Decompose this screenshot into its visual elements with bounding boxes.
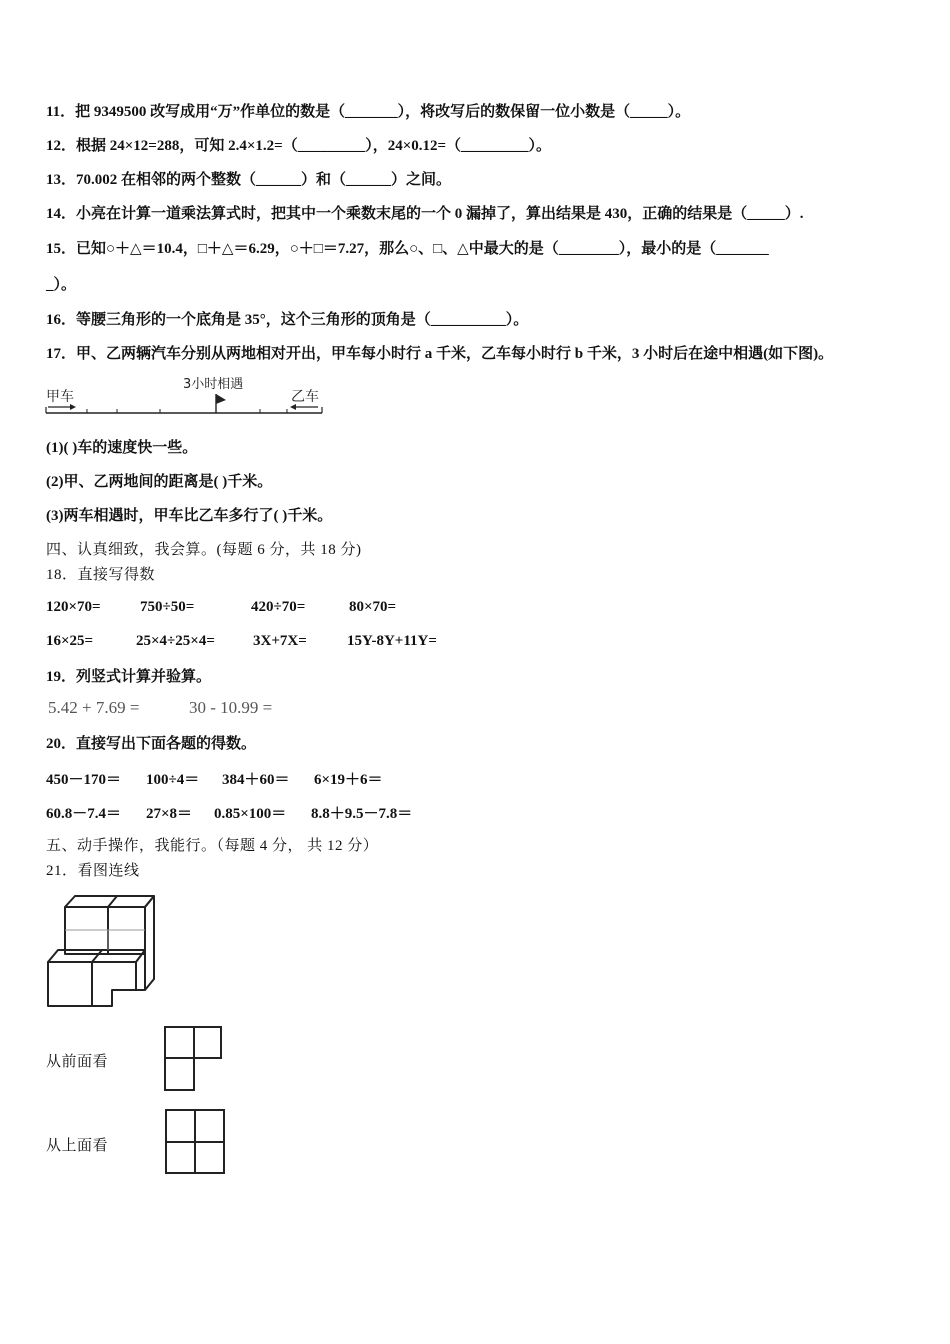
front-view-figure	[163, 1025, 225, 1093]
front-view-label: 从前面看	[46, 1054, 109, 1070]
question-20: 20．直接写出下面各题的得数。	[46, 736, 257, 752]
question-18: 18．直接写得数	[46, 567, 156, 583]
diagram-label-jia: 甲车	[46, 389, 74, 405]
q18-item: 3X+7X=	[253, 633, 307, 649]
q19-item: 30 - 10.99 =	[189, 698, 273, 717]
question-12: 12．根据 24×12=288，可知 2.4×1.2=（_________），24×0.12=（_________）。	[46, 138, 552, 154]
q20-item: 27×8＝	[146, 806, 193, 822]
q20-item: 8.8＋9.5－7.8＝	[311, 806, 413, 822]
question-13: 13．70.002 在相邻的两个整数（______）和（______）之间。	[46, 172, 452, 188]
question-21: 21．看图连线	[46, 863, 140, 879]
top-view-figure	[164, 1108, 228, 1176]
q18-item: 120×70=	[46, 599, 101, 615]
section-4-title: 四、认真细致，我会算。(每题 6 分，共 18 分)	[46, 542, 362, 558]
question-17-part-3: (3)两车相遇时，甲车比乙车多行了( )千米。	[46, 508, 333, 524]
q20-item: 100÷4＝	[146, 772, 200, 788]
q18-item: 80×70=	[349, 599, 397, 615]
meeting-diagram	[44, 370, 334, 420]
question-11: 11．把 9349500 改写成用“万”作单位的数是（_______），将改写后的数保留一位小数是（_____）。	[46, 104, 691, 120]
question-15: 15．已知○＋△＝10.4，□＋△＝6.29，○＋□＝7.27，那么○、□、△中最大的是（________），最小的是（_______	[46, 241, 769, 257]
diagram-label-meet: 3小时相遇	[183, 377, 244, 392]
q18-item: 16×25=	[46, 633, 94, 649]
top-view-label: 从上面看	[46, 1138, 109, 1154]
q20-item: 450－170＝	[46, 772, 122, 788]
section-5-title: 五、动手操作，我能行。（每题 4 分， 共 12 分）	[46, 838, 379, 854]
question-19: 19．列竖式计算并验算。	[46, 669, 212, 685]
flag-icon	[216, 394, 226, 413]
q19-item: 5.42 + 7.69 =	[48, 698, 140, 717]
q18-item: 420÷70=	[251, 599, 306, 615]
q20-item: 0.85×100＝	[214, 806, 287, 822]
question-17: 17．甲、乙两辆汽车分别从两地相对开出，甲车每小时行 a 千米，乙车每小时行 b 千米，3 小时后在途中相遇(如下图)。	[46, 346, 834, 362]
question-16: 16．等腰三角形的一个底角是 35°，这个三角形的顶角是（__________）。	[46, 312, 529, 328]
q20-item: 6×19＋6＝	[314, 772, 383, 788]
question-17-part-2: (2)甲、乙两地间的距离是( )千米。	[46, 474, 273, 490]
question-14: 14．小亮在计算一道乘法算式时，把其中一个乘数末尾的一个 0 漏掉了，算出结果是 430，正确的结果是（_____）.	[46, 206, 804, 222]
q18-item: 15Y-8Y+11Y=	[347, 633, 437, 649]
q20-item: 60.8－7.4＝	[46, 806, 122, 822]
diagram-label-yi: 乙车	[291, 389, 319, 405]
q20-item: 384＋60＝	[222, 772, 290, 788]
q18-item: 25×4÷25×4=	[136, 633, 215, 649]
cube-solid-figure	[44, 892, 160, 1010]
question-15-continued: _）。	[46, 277, 77, 293]
question-17-part-1: (1)( )车的速度快一些。	[46, 440, 198, 456]
q18-item: 750÷50=	[140, 599, 195, 615]
